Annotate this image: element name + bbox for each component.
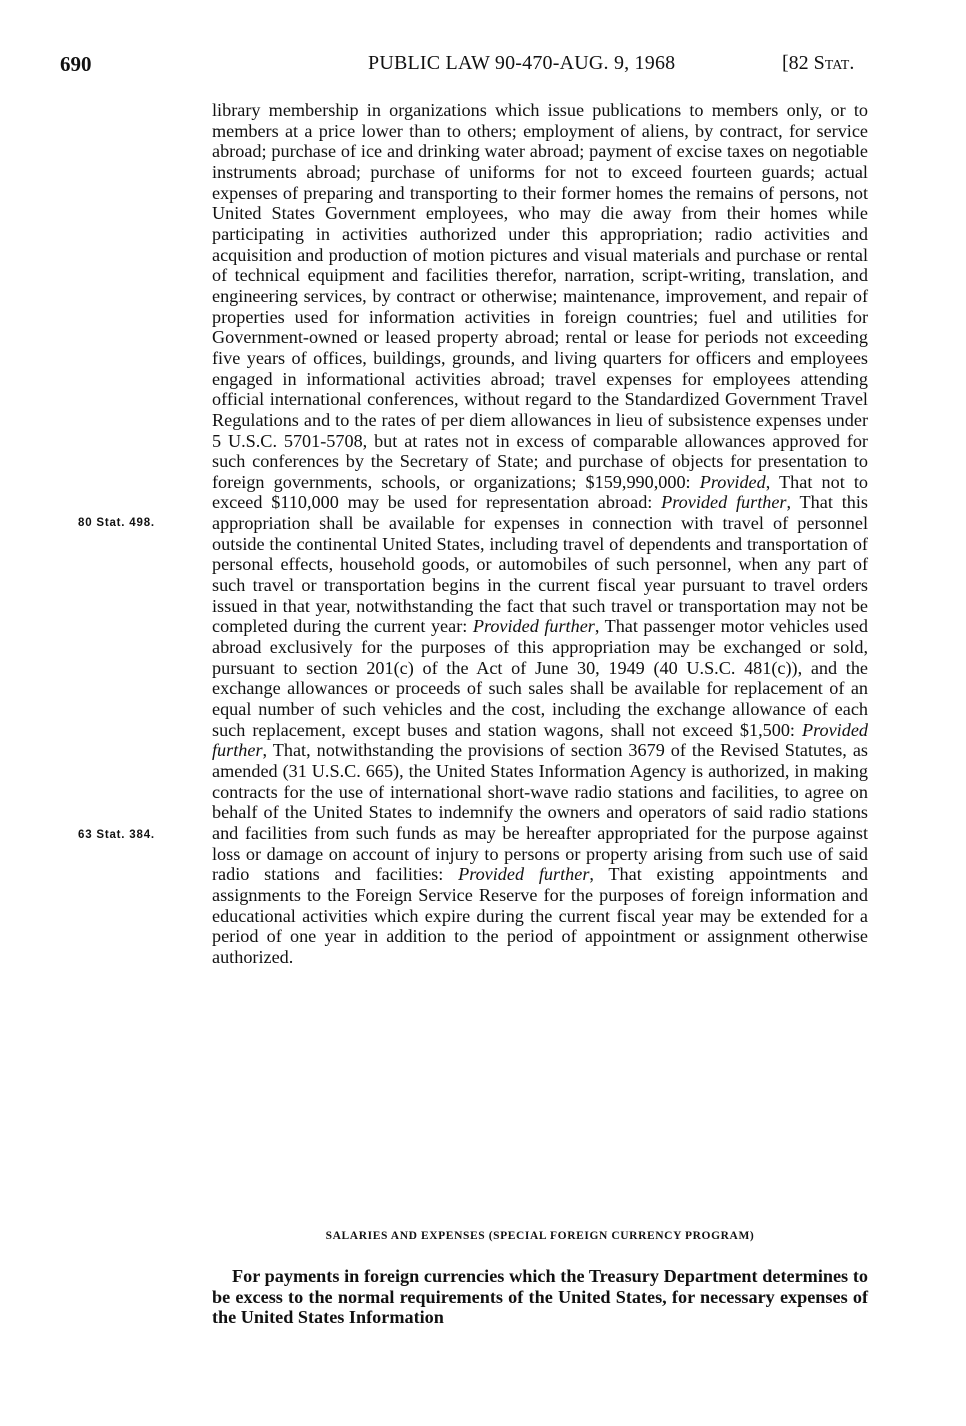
margin-note-80-stat: 80 Stat. 498.	[78, 517, 155, 529]
proviso-italic: Provided	[699, 471, 766, 492]
main-paragraph	[212, 100, 868, 968]
statute-reference	[782, 52, 854, 75]
running-title: PUBLIC LAW 90-470-AUG. 9, 1968	[368, 52, 676, 74]
paragraph-segment: library membership in organizations which issue publications to members only, or to members at a price lower than to others; employment of aliens, by contract, for service abroad; purchase of ice and drinking water abroad; payment of excise taxes on negotiable instruments abroad; purchase of uniforms for not to exceed fourteen guards; actual expenses of preparing and transporting to their former homes the remains of persons, not United States Government employees, who may die away from their homes while participating in activities authorized under this appropriation; radio activities and acquisition and production of motion pictures and visual materials and purchase or rental of technical equipment and facilities therefor, narration, script-writing, translation, and engineering services, by contract or otherwise; maintenance, improvement, and repair of properties used for information activities in foreign countries; fuel and utilities for Government-owned or leased property abroad; rental or lease for periods not exceeding five years of offices, buildings, grounds, and living quarters for officers and employees engaged in informational activities abroad; travel expenses for employees attending official international conferences, without regard to the Standardized Government Travel Regulations and to the rates of per diem allowances in lieu of subsistence expenses under 5 U.S.C. 5701-5708, but at rates not in excess of comparable allowances approved for such conferences by the Secretary of State; and purchase of objects for presentation to foreign governments, schools, or organizations; $159,990,000:	[212, 100, 868, 492]
statute-reference-label: Stat.	[813, 52, 855, 74]
paragraph-segment: , That this appropriation shall be available for expenses in connection with travel of personnel outside the continental United States, including travel of dependents and transportation of personal effects, household goods, or automobiles of such personnel, when any part of such travel or transportation begins in the current fiscal year pursuant to travel orders issued in that year, notwithstanding the fact that such travel or transportation may not be completed during the current year:	[212, 492, 868, 637]
statute-reference-volume: [82	[782, 52, 814, 74]
margin-note-63-stat: 63 Stat. 384.	[78, 829, 155, 841]
proviso-italic: Provided further	[212, 719, 868, 761]
page-number: 690	[60, 52, 92, 76]
proviso-italic: Provided further	[661, 492, 787, 513]
main-paragraph-text	[212, 100, 868, 968]
proviso-italic: Provided further	[458, 864, 590, 885]
paragraph-segment: , That, notwithstanding the provisions of section 3679 of the Revised Statutes, as amended (31 U.S.C. 665), the United States Information Agency is authorized, in making contracts for the use of international short-wave radio stations and facilities, to agree on behalf of the United States to indemnify the owners and operators of said radio stations and facilities from such funds as may be hereafter appropriated for the purpose against loss or damage on account of injury to persons or property arising from such use of said radio stations and facilities:	[212, 740, 868, 885]
page-header	[0, 52, 966, 82]
paragraph-segment: , That passenger motor vehicles used abroad exclusively for the purposes of this appropriation may be exchanged or sold, pursuant to section 201(c) of the Act of June 30, 1949 (40 U.S.C. 481(c)), and the exchange allowances or proceeds of such sales shall be available for replacement of an equal number of such vehicles and the cost, including the exchange allowance of each such replacement, except buses and station wagons, shall not exceed $1,500:	[212, 616, 869, 740]
paragraph-segment: , That existing appointments and assignments to the Foreign Service Reserve for the purposes of foreign information and educational activities which expire during the current fiscal year may be extended for a period of one year in addition to the period of appointment or assignment otherwise authorized.	[212, 864, 869, 967]
section-paragraph	[212, 1266, 868, 1328]
proviso-italic: Provided further	[472, 616, 595, 637]
section-paragraph-text: For payments in foreign currencies which the Treasury Department determines to be excess to the normal requirements of the United States, for necessary expenses of the United States Information	[212, 1266, 868, 1328]
paragraph-segment: , That not to exceed $110,000 may be used for representation abroad:	[212, 471, 868, 513]
section-heading: SALARIES AND EXPENSES (SPECIAL FOREIGN CURRENCY PROGRAM)	[325, 1230, 755, 1242]
